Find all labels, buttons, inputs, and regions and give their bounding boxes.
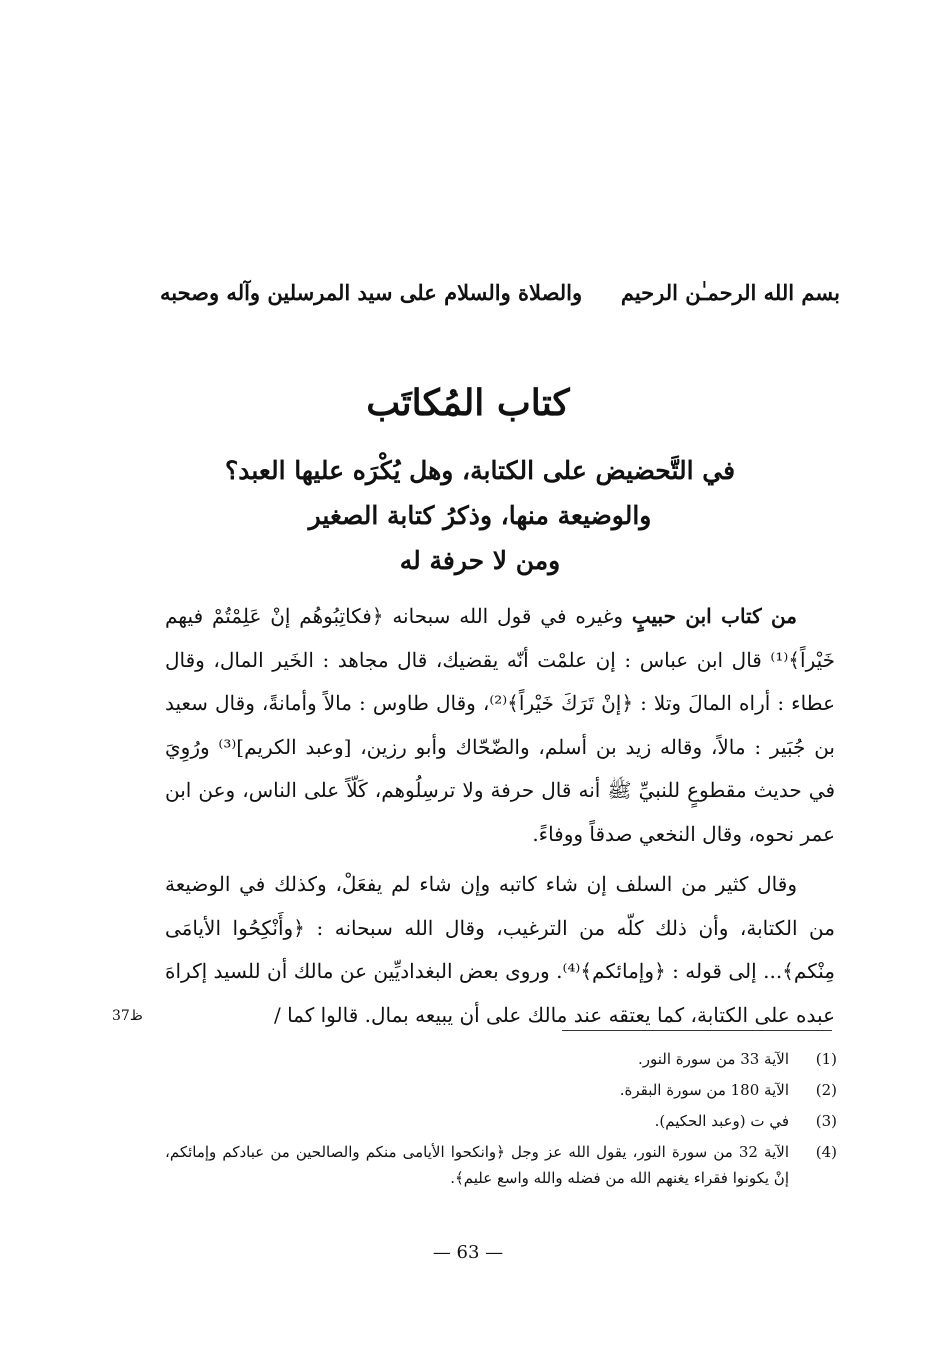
chapter-title: كتاب المُكاتَب xyxy=(366,382,570,424)
paragraph-2 xyxy=(165,863,835,1037)
paragraph-2-body: وقال كثير من السلف إن شاء كاتبه وإن شاء لم يفعَلْ، وكذلك في الوضيعة من الكتابة، وأن ذلك كلّه من الترغيب، وقال الله سبحانه : ﴿وأَنْكِحُوا الأيامَى مِنْكم﴾... إلى قوله : ﴿وإمائكم﴾⁽⁴⁾. وروى بعض البغداديِّين عن مالك أن للسيد إكراهَ عبده على الكتابة، كما يعتقه عند مالك على أن يبيعه بمال. قالوا كما / xyxy=(165,872,835,1027)
footnote-number: (3) xyxy=(815,1112,837,1130)
manuscript-folio-note: 37ظ xyxy=(112,1008,143,1024)
chapter-subtitle xyxy=(100,448,860,583)
footnote-item xyxy=(165,1046,837,1072)
basmala: بسم الله الرحمـٰن الرحيم xyxy=(620,280,840,305)
paragraph-1-lead: من كتاب ابن حبيبٍ xyxy=(631,604,797,628)
page-header xyxy=(160,280,840,320)
footnote-item xyxy=(165,1139,837,1191)
salat-line: والصلاة والسلام على سيد المرسلين وآله وصحبه xyxy=(160,280,583,305)
footnote-text: الآية 33 من سورة النور. xyxy=(637,1050,789,1068)
paragraph-1 xyxy=(165,595,835,856)
paragraph-1-body: وغيره في قول الله سبحانه ﴿فكاتِبُوهُم إنْ عَلِمْتُمْ فيهم خَيْراً﴾⁽¹⁾ قال ابن عباس : إن علمْت أنّه يقضيك، قال مجاهد : الخَير المال، وقال عطاء : أراه المالَ وتلا : ﴿إنْ تَرَكَ خَيْراً﴾⁽²⁾، وقال طاوس : مالاً وأمانةً، وقال سعيد بن جُبَير : مالاً، وقاله زيد بن أسلم، والضّحّاك وأبو رزين، [وعبد الكريم]⁽³⁾ ورُوِيَ في حديث مقطوعٍ للنبيِّ ﷺ أنه قال حرفة ولا ترسِلُوهم، كَلّاً على الناس، وعن ابن عمر نحوه، وقال النخعي صدقاً ووفاءً. xyxy=(165,604,835,846)
subtitle-line-1: في التَّحضيض على الكتابة، وهل يُكْرَه عليها العبد؟ xyxy=(224,456,736,485)
subtitle-line-3: ومن لا حرفة له xyxy=(399,546,561,575)
footnote-text: الآية 32 من سورة النور، يقول الله عز وجل ﴿وانكحوا الأيامى منكم والصالحين من عبادكم وإمائكم، إنْ يكونوا فقراء يغنهم الله من فضله والله واسع عليم﴾. xyxy=(165,1143,789,1187)
footnote-text: في ت (وعبد الحكيم). xyxy=(654,1112,789,1130)
footnote-number: (4) xyxy=(815,1143,837,1161)
page-number: — 63 — xyxy=(432,1242,504,1263)
footnote-number: (2) xyxy=(815,1081,837,1099)
footnote-item xyxy=(165,1077,837,1103)
footnote-item xyxy=(165,1108,837,1134)
footnote-text: الآية 180 من سورة البقرة. xyxy=(619,1081,789,1099)
footnote-divider xyxy=(562,1030,832,1031)
subtitle-line-2: والوضيعة منها، وذكرُ كتابة الصغير xyxy=(308,501,652,530)
footnote-number: (1) xyxy=(815,1050,837,1068)
footnotes xyxy=(165,1046,837,1196)
